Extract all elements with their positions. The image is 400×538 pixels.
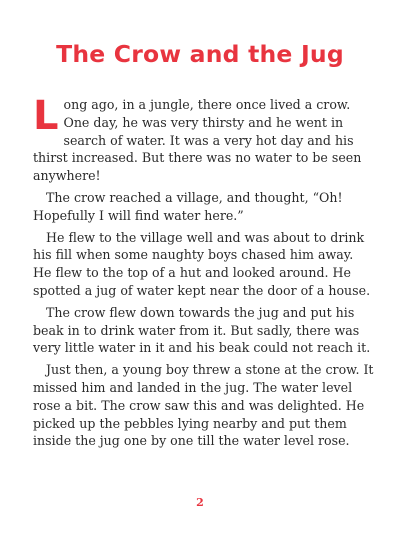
story-paragraph: The crow reached a village, and thought, “Oh! Hopefully I will find water here.” bbox=[33, 189, 343, 223]
story-body bbox=[33, 93, 375, 454]
story-paragraph: Just then, a young boy threw a stone at the crow. It missed him and landed in the jug. The water level rose a bit. The crow saw this and was delighted. He picked up the pebbles lying nearby and put them inside the jug one by one till the water level rose. bbox=[33, 362, 374, 449]
story-paragraph: The crow flew down towards the jug and put his beak in to drink water from it. But sadly, there was very little water in it and his beak could not reach it. bbox=[33, 304, 371, 356]
page-number: 2 bbox=[196, 496, 204, 509]
paragraph-text: ong ago, in a jungle, there once lived a crow. One day, he was very thirsty and he went in search of water. It was a very hot day and his thirst increased. But there was no water to be seen anywhere! bbox=[33, 97, 362, 184]
drop-cap-letter: L bbox=[33, 93, 59, 139]
story-title: The Crow and the Jug bbox=[56, 40, 344, 68]
story-paragraph bbox=[33, 93, 375, 185]
story-paragraph: He flew to the village well and was about to drink his fill when some naughty boys chased him away. He flew to the top of a hut and looked around. He spotted a jug of water kept near the door of a house. bbox=[33, 229, 371, 298]
